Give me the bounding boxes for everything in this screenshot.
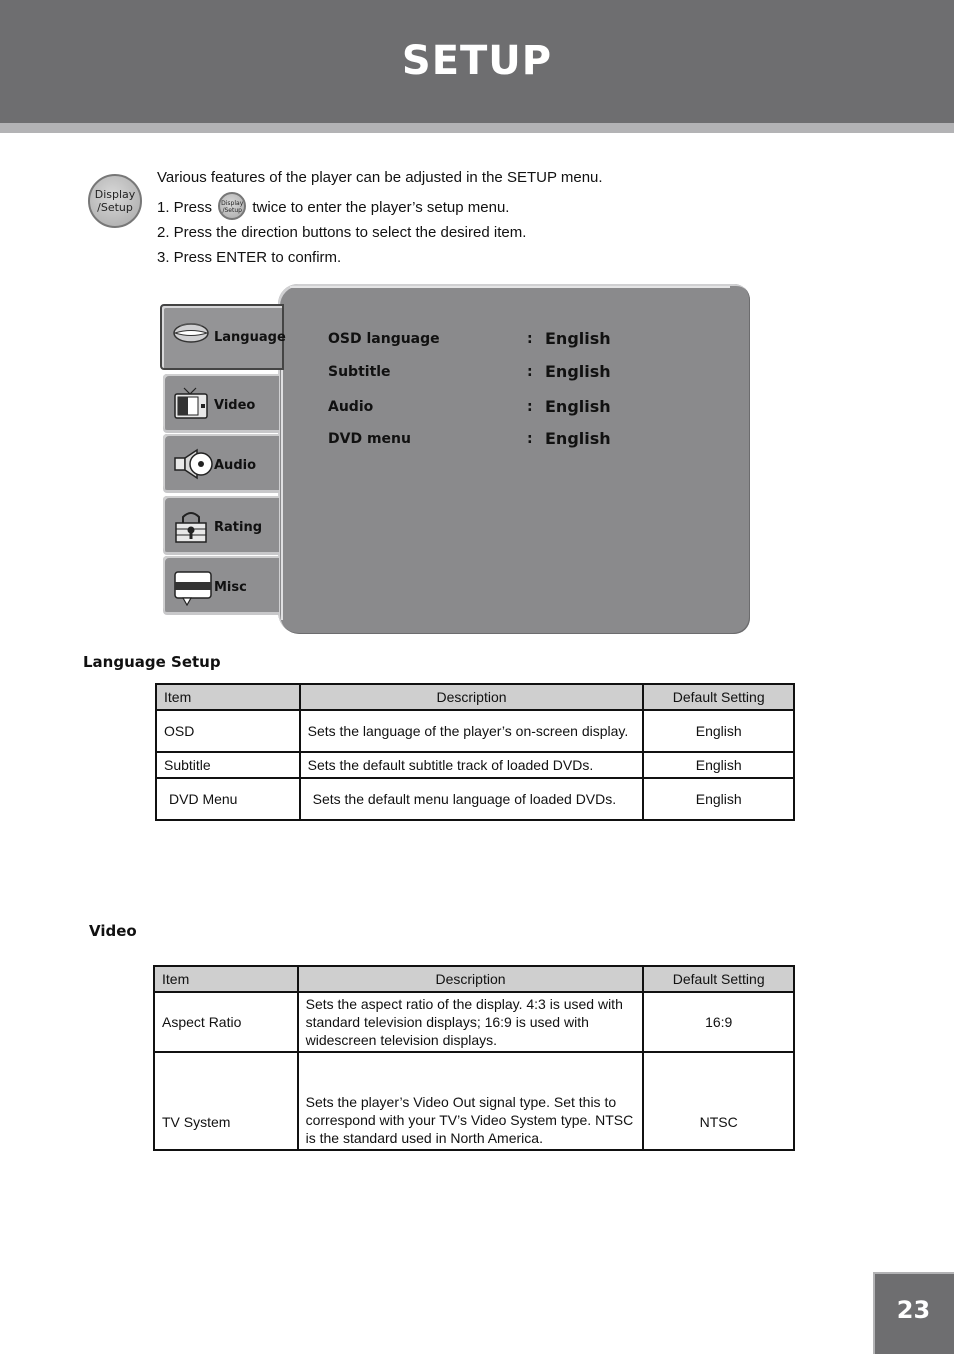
column-header-description: Description bbox=[300, 684, 644, 710]
menu-item-separator: : bbox=[527, 431, 533, 447]
row-default: 16:9 bbox=[643, 992, 794, 1052]
menu-item-separator: : bbox=[527, 331, 533, 347]
tab-video-label: Video bbox=[214, 398, 256, 413]
row-item: TV System bbox=[154, 1052, 298, 1150]
panel-highlight bbox=[290, 286, 730, 288]
row-description: Sets the default subtitle track of loaded DVDs. bbox=[300, 752, 644, 778]
column-header-description: Description bbox=[298, 966, 644, 992]
menu-item-label: DVD menu bbox=[328, 431, 411, 447]
column-header-default: Default Setting bbox=[643, 966, 794, 992]
header-stripe bbox=[0, 123, 954, 133]
tab-language-label: Language bbox=[214, 330, 286, 345]
column-header-item: Item bbox=[154, 966, 298, 992]
table-header-row bbox=[154, 966, 794, 992]
row-default: English bbox=[643, 778, 794, 820]
row-description: Sets the language of the player’s on-screen display. bbox=[300, 710, 644, 752]
row-default: NTSC bbox=[643, 1052, 794, 1150]
step-2: 2. Press the direction buttons to select the desired item. bbox=[157, 224, 527, 241]
badge-inline-line2: /Setup bbox=[222, 207, 242, 215]
badge-inline-line1: Display bbox=[221, 200, 244, 208]
menu-item-separator: : bbox=[527, 364, 533, 380]
column-header-item: Item bbox=[156, 684, 300, 710]
tab-audio-label: Audio bbox=[214, 458, 257, 473]
row-item: DVD Menu bbox=[156, 778, 300, 820]
speech-bubble-icon bbox=[173, 568, 213, 610]
menu-item-separator: : bbox=[527, 399, 533, 415]
menu-item-value: English bbox=[545, 329, 611, 348]
panel-divider bbox=[281, 370, 283, 620]
row-default: English bbox=[643, 752, 794, 778]
tab-video[interactable] bbox=[163, 374, 279, 430]
step-1 bbox=[157, 195, 777, 220]
tab-language[interactable] bbox=[160, 304, 284, 370]
menu-item-label: Audio bbox=[328, 399, 374, 415]
video-title: Video bbox=[89, 922, 137, 940]
intro-instructions bbox=[157, 165, 777, 270]
menu-item-value: English bbox=[545, 429, 611, 448]
table-row bbox=[156, 710, 794, 752]
row-default: English bbox=[643, 710, 794, 752]
table-row bbox=[156, 778, 794, 820]
row-item: Subtitle bbox=[156, 752, 300, 778]
row-description: Sets the default menu language of loaded DVDs. bbox=[300, 778, 644, 820]
display-setup-button-icon bbox=[88, 174, 142, 228]
menu-item-value: English bbox=[545, 397, 611, 416]
column-header-default: Default Setting bbox=[643, 684, 794, 710]
table-header-row bbox=[156, 684, 794, 710]
menu-item-label: Subtitle bbox=[328, 364, 391, 380]
tab-misc-label: Misc bbox=[214, 580, 247, 595]
page-title: SETUP bbox=[401, 38, 553, 84]
tab-rating[interactable] bbox=[163, 496, 279, 552]
lips-icon bbox=[172, 318, 210, 350]
step-1-suffix: twice to enter the player’s setup menu. bbox=[252, 199, 510, 216]
row-item: OSD bbox=[156, 710, 300, 752]
speaker-icon bbox=[173, 446, 213, 486]
table-row bbox=[154, 992, 794, 1052]
menu-item-value: English bbox=[545, 362, 611, 381]
setup-menu-screen bbox=[160, 282, 752, 636]
table-row bbox=[156, 752, 794, 778]
tab-misc[interactable] bbox=[163, 556, 279, 612]
tv-icon bbox=[173, 386, 209, 424]
row-description: Sets the player’s Video Out signal type. Set this to correspond with your TV’s Video System type. NTSC is the standard used in North America. bbox=[298, 1052, 644, 1150]
tab-audio[interactable] bbox=[163, 434, 279, 490]
menu-item-label: OSD language bbox=[328, 331, 440, 347]
table-row bbox=[154, 1052, 794, 1150]
display-setup-inline-icon bbox=[218, 192, 246, 220]
step-1-prefix: 1. Press bbox=[157, 199, 213, 216]
intro-lead: Various features of the player can be adjusted in the SETUP menu. bbox=[157, 169, 603, 186]
badge-line1: Display bbox=[94, 188, 136, 201]
video-table bbox=[153, 965, 795, 1151]
language-setup-title: Language Setup bbox=[83, 653, 221, 671]
step-3: 3. Press ENTER to confirm. bbox=[157, 249, 342, 266]
tab-rating-label: Rating bbox=[214, 520, 263, 535]
language-setup-table bbox=[155, 683, 795, 821]
row-item: Aspect Ratio bbox=[154, 992, 298, 1052]
padlock-icon bbox=[173, 508, 209, 548]
badge-line2: /Setup bbox=[97, 201, 133, 214]
page-number: 23 bbox=[873, 1272, 954, 1354]
row-description: Sets the aspect ratio of the display. 4:3 is used with standard television displays; 16:9 is used with widescreen television displays. bbox=[298, 992, 644, 1052]
